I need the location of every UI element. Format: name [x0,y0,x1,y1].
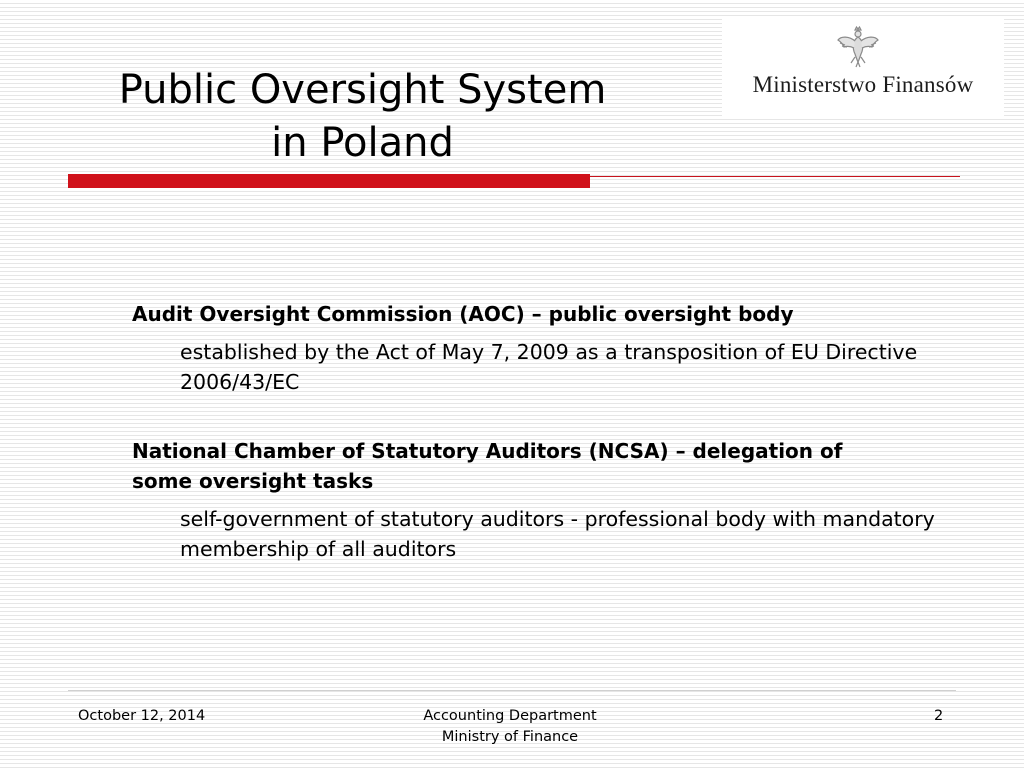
footer-department-line2: Ministry of Finance [441,729,579,745]
footer-department [400,706,620,748]
slide-title-line2: in Poland [271,120,454,166]
title-underline-thin [590,176,960,177]
ministry-logo [722,16,1004,116]
bullet-heading-aoc: Audit Oversight Commission (AOC) – public oversight body [132,302,794,326]
footer-page-number: 2 [934,708,944,724]
footer-divider [68,690,956,691]
title-underline-red [68,174,590,188]
footer-department-line1: Accounting Department [423,708,597,724]
slide-title [60,64,665,170]
bullet-heading-ncsa: National Chamber of Statutory Auditors (NCSA) – delegation of some oversight tasks [132,439,843,493]
bullet-detail-aoc: established by the Act of May 7, 2009 as a transposition of EU Directive 2006/43/EC [180,340,918,394]
polish-eagle-icon [835,24,881,70]
slide-body [132,299,992,564]
slide-title-line1: Public Oversight System [118,67,607,113]
bullet-detail-ncsa: self-government of statutory auditors - professional body with mandatory membership of all auditors [180,507,935,561]
footer-date: October 12, 2014 [78,708,206,724]
ministry-logo-text: Ministerstwo Finansów [752,72,974,97]
